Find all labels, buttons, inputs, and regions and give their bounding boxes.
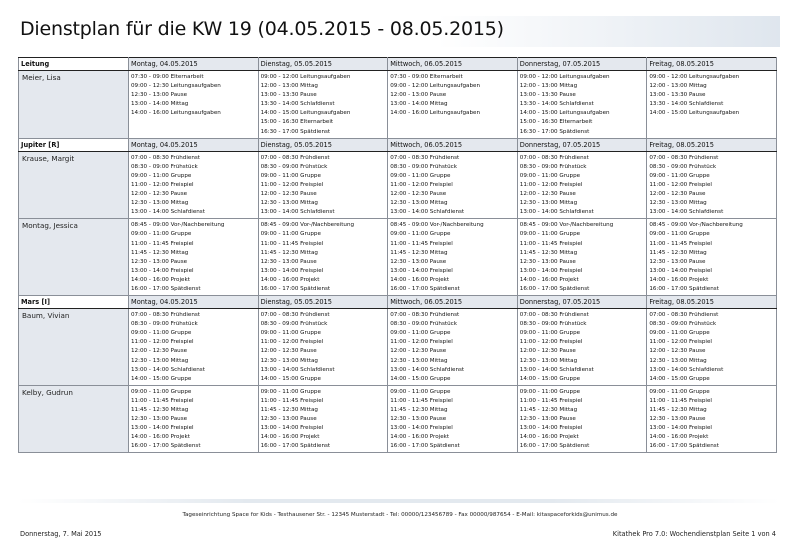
shift-entry: 13:00 - 14:00 Mittag	[131, 101, 189, 108]
schedule-cell	[388, 151, 518, 219]
employee-name: Montag, Jessica	[19, 219, 129, 296]
shift-entry: 13:00 - 14:00 Freispiel	[260, 425, 324, 432]
shift-entry: 13:00 - 13:30 Pause	[260, 92, 317, 99]
shift-entry: 08:45 - 09:00 Vor-/Nachbereitung	[390, 222, 484, 229]
shift-entry: 09:00 - 11:00 Gruppe	[131, 330, 192, 337]
employee-name: Krause, Margit	[19, 151, 129, 219]
shift-entry: 11:00 - 11:45 Freispiel	[260, 240, 324, 247]
shift-entry: 14:00 - 16:00 Projekt	[131, 434, 190, 441]
shift-entry: 12:00 - 12:30 Pause	[260, 348, 317, 355]
schedule-cell	[647, 71, 777, 139]
shift-entry: 12:30 - 13:00 Pause	[260, 416, 317, 423]
shift-entry: 09:00 - 11:00 Gruppe	[519, 330, 581, 337]
schedule-cell	[129, 385, 259, 453]
shift-entry: 09:00 - 11:00 Gruppe	[260, 330, 321, 337]
shift-entry: 11:00 - 11:45 Freispiel	[390, 240, 453, 247]
day-header: Donnerstag, 07.05.2015	[517, 58, 647, 71]
shift-entry: 13:30 - 14:00 Schlafdienst	[649, 101, 724, 108]
shift-entry: 13:00 - 14:00 Schlafdienst	[131, 209, 205, 216]
schedule-cell	[258, 309, 388, 386]
shift-entry: 16:00 - 17:00 Spätdienst	[390, 285, 460, 292]
day-header: Freitag, 08.05.2015	[647, 58, 777, 71]
shift-entry: 14:00 - 15:00 Leitungsaufgaben	[649, 110, 740, 117]
schedule-cell	[517, 151, 647, 219]
shift-entry: 16:00 - 17:00 Spätdienst	[649, 285, 719, 292]
shift-entry: 13:00 - 14:00 Freispiel	[390, 425, 453, 432]
shift-entry: 11:45 - 12:30 Mittag	[519, 407, 578, 413]
schedule-cell	[388, 219, 518, 296]
schedule-cell	[647, 151, 777, 219]
shift-entry: 13:00 - 14:00 Schlafdienst	[649, 366, 724, 373]
schedule-cell	[258, 71, 388, 139]
shift-entry: 16:00 - 17:00 Spätdienst	[131, 285, 201, 292]
shift-entry: 13:00 - 14:00 Schlafdienst	[131, 366, 205, 373]
shift-entry: 11:00 - 11:45 Freispiel	[131, 240, 194, 247]
shift-entry: 08:30 - 09:00 Frühstück	[260, 163, 328, 170]
shift-entry: 16:00 - 17:00 Spätdienst	[519, 285, 590, 292]
shift-entry: 16:00 - 17:00 Spätdienst	[519, 443, 590, 450]
shift-entry: 09:00 - 12:30 Leitungsaufgaben	[131, 83, 221, 90]
shift-entry: 12:30 - 13:00 Mittag	[519, 357, 578, 364]
shift-entry: 11:45 - 12:30 Mittag	[131, 407, 189, 413]
shift-entry: 12:00 - 13:00 Mittag	[260, 83, 318, 90]
shift-entry: 09:00 - 12:00 Leitungsaufgaben	[649, 74, 740, 80]
employee-name: Baum, Vivian	[19, 309, 129, 386]
footer-address: Tageseinrichtung Space for Kids - Testhausener Str. - 12345 Musterstadt - Tel: 00000/123456789 - Fax 00000/987654 - E-Mail: kitaspaceforkids@unimus.de	[182, 512, 618, 518]
shift-entry: 13:00 - 14:00 Freispiel	[390, 267, 453, 274]
day-header: Mittwoch, 06.05.2015	[388, 296, 518, 309]
shift-entry: 13:00 - 14:00 Schlafdienst	[519, 209, 594, 216]
shift-entry: 14:00 - 15:00 Leitungsaufgaben	[260, 110, 351, 117]
shift-entry: 11:00 - 12:00 Freispiel	[260, 339, 324, 346]
shift-entry: 12:00 - 13:00 Mittag	[649, 83, 707, 90]
shift-entry: 08:30 - 09:00 Frühstück	[649, 321, 717, 328]
shift-entry: 11:00 - 11:45 Freispiel	[131, 397, 194, 404]
shift-entry: 07:00 - 08:30 Frühdienst	[519, 312, 589, 319]
shift-entry: 11:00 - 12:00 Freispiel	[390, 181, 453, 188]
shift-entry: 09:00 - 11:00 Gruppe	[390, 172, 451, 179]
shift-entry: 14:00 - 16:00 Leitungsaufgaben	[131, 110, 221, 117]
employee-row	[19, 151, 777, 219]
shift-entry: 08:30 - 09:00 Frühstück	[131, 321, 198, 328]
shift-entry: 15:00 - 16:30 Elternarbeit	[519, 119, 593, 126]
shift-entry: 12:30 - 13:00 Mittag	[649, 357, 707, 364]
shift-entry: 08:45 - 09:00 Vor-/Nachbereitung	[131, 222, 225, 229]
shift-entry: 08:30 - 09:00 Frühstück	[519, 163, 587, 170]
shift-entry: 09:00 - 11:00 Gruppe	[519, 388, 581, 395]
shift-entry: 11:00 - 11:45 Freispiel	[519, 240, 583, 247]
shift-entry: 12:00 - 12:30 Pause	[649, 348, 706, 355]
shift-entry: 09:00 - 11:00 Gruppe	[649, 231, 710, 238]
group-name: Mars [I]	[19, 296, 129, 309]
schedule-cell	[388, 385, 518, 453]
schedule-cell	[129, 309, 259, 386]
shift-entry: 13:00 - 14:00 Freispiel	[649, 267, 712, 274]
footer-date: Donnerstag, 7. Mai 2015	[20, 530, 102, 538]
shift-entry: 16:00 - 17:00 Spätdienst	[260, 285, 331, 292]
shift-entry: 13:00 - 14:00 Freispiel	[519, 267, 583, 274]
schedule-cell	[258, 219, 388, 296]
shift-entry: 11:45 - 12:30 Mittag	[519, 249, 578, 256]
shift-entry: 07:00 - 08:30 Frühdienst	[390, 312, 460, 319]
shift-entry: 13:30 - 14:00 Schlafdienst	[519, 101, 594, 108]
shift-entry: 11:00 - 11:45 Freispiel	[649, 397, 712, 404]
day-header: Freitag, 08.05.2015	[647, 296, 777, 309]
shift-entry: 11:00 - 11:45 Freispiel	[260, 397, 324, 404]
shift-entry: 11:00 - 12:00 Freispiel	[131, 181, 194, 188]
shift-entry: 09:00 - 11:00 Gruppe	[260, 172, 321, 179]
day-header: Donnerstag, 07.05.2015	[517, 296, 647, 309]
shift-entry: 08:45 - 09:00 Vor-/Nachbereitung	[260, 222, 355, 229]
shift-entry: 09:00 - 11:00 Gruppe	[519, 172, 581, 179]
shift-entry: 13:00 - 14:00 Mittag	[390, 101, 448, 108]
shift-entry: 12:00 - 12:30 Pause	[390, 191, 447, 198]
shift-entry: 09:00 - 11:00 Gruppe	[131, 388, 192, 395]
schedule-cell	[258, 151, 388, 219]
shift-entry: 14:00 - 16:00 Projekt	[260, 434, 320, 441]
shift-entry: 12:30 - 13:00 Mittag	[131, 200, 189, 207]
shift-entry: 11:00 - 11:45 Freispiel	[519, 397, 583, 404]
shift-entry: 07:30 - 09:00 Elternarbeit	[131, 74, 204, 80]
shift-entry: 14:00 - 15:00 Gruppe	[519, 375, 581, 382]
shift-entry: 13:00 - 14:00 Freispiel	[131, 425, 194, 432]
shift-entry: 11:45 - 12:30 Mittag	[260, 249, 318, 256]
schedule-cell	[129, 219, 259, 296]
shift-entry: 12:00 - 12:30 Pause	[260, 191, 317, 198]
shift-entry: 13:00 - 14:00 Freispiel	[260, 267, 324, 274]
shift-entry: 13:00 - 14:00 Freispiel	[519, 425, 583, 432]
shift-entry: 13:00 - 14:00 Freispiel	[131, 267, 194, 274]
group-header-row	[19, 296, 777, 309]
shift-entry: 12:00 - 12:30 Pause	[519, 191, 576, 198]
schedule-cell	[647, 385, 777, 453]
footer-divider	[18, 499, 780, 503]
schedule-cell	[517, 309, 647, 386]
shift-entry: 12:30 - 13:00 Pause	[649, 258, 706, 265]
schedule-cell	[129, 71, 259, 139]
day-header: Freitag, 08.05.2015	[647, 138, 777, 151]
shift-entry: 12:30 - 13:00 Pause	[390, 258, 447, 265]
shift-entry: 14:00 - 15:00 Gruppe	[390, 375, 451, 382]
shift-entry: 13:00 - 14:00 Schlafdienst	[390, 209, 465, 216]
shift-entry: 09:00 - 11:00 Gruppe	[649, 330, 710, 337]
shift-entry: 09:00 - 11:00 Gruppe	[390, 330, 451, 337]
shift-entry: 14:00 - 15:00 Gruppe	[649, 375, 710, 382]
shift-entry: 14:00 - 16:00 Leitungsaufgaben	[390, 110, 481, 117]
shift-entry: 07:00 - 08:30 Frühdienst	[260, 312, 330, 319]
shift-entry: 14:00 - 16:00 Projekt	[390, 276, 450, 283]
shift-entry: 07:00 - 08:30 Frühdienst	[260, 154, 330, 161]
shift-entry: 14:00 - 16:00 Projekt	[519, 434, 579, 441]
schedule-cell	[517, 385, 647, 453]
shift-entry: 12:00 - 13:00 Mittag	[519, 83, 578, 90]
shift-entry: 07:00 - 08:30 Frühdienst	[649, 312, 719, 319]
day-header: Dienstag, 05.05.2015	[258, 138, 388, 151]
shift-entry: 13:00 - 14:00 Schlafdienst	[260, 209, 335, 216]
shift-entry: 12:30 - 13:00 Pause	[131, 92, 188, 99]
shift-entry: 07:00 - 08:30 Frühdienst	[649, 154, 719, 161]
shift-entry: 11:00 - 12:00 Freispiel	[260, 181, 324, 188]
shift-entry: 08:30 - 09:00 Frühstück	[519, 321, 587, 328]
day-header: Montag, 04.05.2015	[129, 296, 259, 309]
shift-entry: 11:00 - 12:00 Freispiel	[649, 181, 712, 188]
shift-entry: 11:45 - 12:30 Mittag	[390, 407, 448, 413]
employee-row	[19, 385, 777, 453]
shift-entry: 09:00 - 11:00 Gruppe	[390, 388, 451, 395]
shift-entry: 14:00 - 16:00 Projekt	[390, 434, 450, 441]
schedule-cell	[517, 71, 647, 139]
day-header: Montag, 04.05.2015	[129, 138, 259, 151]
day-header: Mittwoch, 06.05.2015	[388, 138, 518, 151]
shift-entry: 13:00 - 14:00 Schlafdienst	[519, 366, 594, 373]
shift-entry: 12:00 - 12:30 Pause	[131, 348, 188, 355]
shift-entry: 09:00 - 12:00 Leitungsaufgaben	[390, 83, 481, 90]
shift-entry: 13:00 - 14:00 Schlafdienst	[390, 366, 465, 373]
day-header: Donnerstag, 07.05.2015	[517, 138, 647, 151]
shift-entry: 15:00 - 16:30 Elternarbeit	[260, 119, 334, 126]
shift-entry: 14:00 - 16:00 Projekt	[260, 276, 320, 283]
shift-entry: 12:00 - 12:30 Pause	[519, 348, 576, 355]
shift-entry: 07:00 - 08:30 Frühdienst	[131, 312, 200, 319]
footer-page-info: Kitathek Pro 7.0: Wochendienstplan Seite 1 von 4	[612, 530, 776, 538]
shift-entry: 12:30 - 13:00 Pause	[649, 416, 706, 423]
shift-entry: 12:00 - 12:30 Pause	[390, 348, 447, 355]
shift-entry: 16:30 - 17:00 Spätdienst	[260, 128, 331, 135]
shift-entry: 11:45 - 12:30 Mittag	[390, 249, 448, 256]
group-header-row	[19, 138, 777, 151]
shift-entry: 12:30 - 13:00 Mittag	[649, 200, 707, 207]
schedule-cell	[388, 309, 518, 386]
shift-entry: 12:30 - 13:00 Pause	[131, 416, 188, 423]
shift-entry: 16:30 - 17:00 Spätdienst	[519, 128, 590, 135]
shift-entry: 11:00 - 12:00 Freispiel	[519, 339, 583, 346]
employee-name: Kelby, Gudrun	[19, 385, 129, 453]
shift-entry: 11:45 - 12:30 Mittag	[649, 249, 707, 256]
shift-entry: 13:00 - 14:00 Schlafdienst	[649, 209, 724, 216]
shift-entry: 08:30 - 09:00 Frühstück	[260, 321, 328, 328]
schedule-cell	[647, 219, 777, 296]
shift-entry: 09:00 - 11:00 Gruppe	[131, 172, 192, 179]
shift-entry: 07:00 - 08:30 Frühdienst	[390, 154, 460, 161]
schedule-table	[18, 57, 777, 453]
group-header-row	[19, 58, 777, 71]
shift-entry: 16:00 - 17:00 Spätdienst	[131, 443, 201, 450]
shift-entry: 09:00 - 11:00 Gruppe	[519, 231, 581, 238]
shift-entry: 09:00 - 11:00 Gruppe	[649, 172, 710, 179]
shift-entry: 12:30 - 13:00 Pause	[519, 416, 576, 423]
shift-entry: 09:00 - 11:00 Gruppe	[131, 231, 192, 238]
shift-entry: 12:30 - 13:00 Mittag	[390, 357, 448, 364]
shift-entry: 12:00 - 12:30 Pause	[649, 191, 706, 198]
shift-entry: 11:00 - 12:00 Freispiel	[390, 339, 453, 346]
shift-entry: 08:30 - 09:00 Frühstück	[649, 163, 717, 170]
day-header: Dienstag, 05.05.2015	[258, 58, 388, 71]
shift-entry: 09:00 - 12:00 Leitungsaufgaben	[260, 74, 351, 80]
shift-entry: 09:00 - 11:00 Gruppe	[260, 388, 321, 395]
shift-entry: 11:00 - 12:00 Freispiel	[519, 181, 583, 188]
shift-entry: 08:30 - 09:00 Frühstück	[390, 321, 457, 328]
shift-entry: 11:00 - 11:45 Freispiel	[390, 397, 453, 404]
shift-entry: 14:00 - 15:00 Gruppe	[131, 375, 192, 382]
shift-entry: 11:45 - 12:30 Mittag	[260, 407, 318, 413]
shift-entry: 14:00 - 16:00 Projekt	[649, 434, 709, 441]
shift-entry: 09:00 - 12:00 Leitungsaufgaben	[519, 74, 610, 80]
employee-row	[19, 219, 777, 296]
shift-entry: 08:45 - 09:00 Vor-/Nachbereitung	[519, 222, 614, 229]
employee-row	[19, 71, 777, 139]
shift-entry: 16:00 - 17:00 Spätdienst	[390, 443, 460, 450]
shift-entry: 14:00 - 16:00 Projekt	[649, 276, 709, 283]
shift-entry: 12:30 - 13:00 Mittag	[260, 200, 318, 207]
shift-entry: 07:30 - 09:00 Elternarbeit	[390, 74, 463, 80]
shift-entry: 13:30 - 14:00 Schlafdienst	[260, 101, 335, 108]
group-name: Leitung	[19, 58, 129, 71]
shift-entry: 07:00 - 08:30 Frühdienst	[519, 154, 589, 161]
shift-entry: 14:00 - 16:00 Projekt	[519, 276, 579, 283]
schedule-cell	[129, 151, 259, 219]
day-header: Mittwoch, 06.05.2015	[388, 58, 518, 71]
shift-entry: 07:00 - 08:30 Frühdienst	[131, 154, 200, 161]
schedule-cell	[258, 385, 388, 453]
day-header: Montag, 04.05.2015	[129, 58, 259, 71]
shift-entry: 16:00 - 17:00 Spätdienst	[649, 443, 719, 450]
shift-entry: 12:30 - 13:00 Mittag	[131, 357, 189, 364]
shift-entry: 11:00 - 11:45 Freispiel	[649, 240, 712, 247]
shift-entry: 12:30 - 13:00 Mittag	[390, 200, 448, 207]
shift-entry: 11:45 - 12:30 Mittag	[649, 407, 707, 413]
schedule-cell	[647, 309, 777, 386]
shift-entry: 08:45 - 09:00 Vor-/Nachbereitung	[649, 222, 743, 229]
shift-entry: 12:30 - 13:00 Pause	[260, 258, 317, 265]
shift-entry: 08:30 - 09:00 Frühstück	[131, 163, 198, 170]
shift-entry: 14:00 - 16:00 Projekt	[131, 276, 190, 283]
shift-entry: 09:00 - 11:00 Gruppe	[260, 231, 321, 238]
employee-row	[19, 309, 777, 386]
shift-entry: 13:00 - 13:30 Pause	[519, 92, 576, 99]
shift-entry: 12:30 - 13:00 Pause	[519, 258, 576, 265]
shift-entry: 13:00 - 14:00 Freispiel	[649, 425, 712, 432]
shift-entry: 12:30 - 13:00 Pause	[390, 416, 447, 423]
group-name: Jupiter [R]	[19, 138, 129, 151]
shift-entry: 09:00 - 11:00 Gruppe	[649, 388, 710, 395]
shift-entry: 13:00 - 13:30 Pause	[649, 92, 706, 99]
shift-entry: 14:00 - 15:00 Gruppe	[260, 375, 321, 382]
shift-entry: 12:30 - 13:00 Mittag	[519, 200, 578, 207]
schedule-cell	[388, 71, 518, 139]
shift-entry: 16:00 - 17:00 Spätdienst	[260, 443, 331, 450]
shift-entry: 12:00 - 12:30 Pause	[131, 191, 188, 198]
day-header: Dienstag, 05.05.2015	[258, 296, 388, 309]
shift-entry: 12:30 - 13:00 Mittag	[260, 357, 318, 364]
shift-entry: 13:00 - 14:00 Schlafdienst	[260, 366, 335, 373]
employee-name: Meier, Lisa	[19, 71, 129, 139]
shift-entry: 08:30 - 09:00 Frühstück	[390, 163, 457, 170]
shift-entry: 14:00 - 15:00 Leitungsaufgaben	[519, 110, 610, 117]
shift-entry: 12:00 - 13:00 Pause	[390, 92, 447, 99]
shift-entry: 11:45 - 12:30 Mittag	[131, 249, 189, 256]
shift-entry: 11:00 - 12:00 Freispiel	[649, 339, 712, 346]
page-title: Dienstplan für die KW 19 (04.05.2015 - 08.05.2015)	[20, 18, 504, 40]
shift-entry: 12:30 - 13:00 Pause	[131, 258, 188, 265]
shift-entry: 11:00 - 12:00 Freispiel	[131, 339, 194, 346]
shift-entry: 09:00 - 11:00 Gruppe	[390, 231, 451, 238]
schedule-cell	[517, 219, 647, 296]
